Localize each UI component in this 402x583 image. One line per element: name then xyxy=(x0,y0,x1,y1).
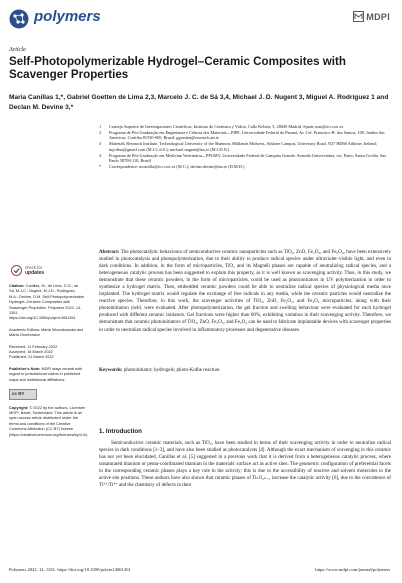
author-list: Maria Canillas 1,*, Gabriel Goetten de Lima 2,3, Marcelo J. C. de Sá 3,4, Michael J. D. Nugent 3, Miguel A. Rodríguez 1 and Declan M. Devine 3,* xyxy=(9,94,389,111)
citation-block xyxy=(9,284,85,322)
journal-name: polymers xyxy=(34,8,101,25)
abstract xyxy=(99,249,391,334)
publisher-note-text: MDPI stays neutral with regard to jurisdictional claims in published maps and institutional affiliations. xyxy=(9,366,82,382)
check-updates-small-text: check for xyxy=(25,265,42,270)
affiliation-text: Materials Research Institute, Technological University of the Shannon, Midlands Midwest, Athlone Campus, University Road, N37 HD68 Athlone, Ireland; mjcdesa@gmail.com (M.J.C.d.S.); michael.nugent@tus.ie (M.J.D.N.) xyxy=(109,141,378,152)
affiliation-text: Programa de Pós-Graduação em Engenharia e Ciência dos Materiais—PIPE, Universidade Federal do Paraná, Av. Cel. Francisco H. dos Santos, 100, Jardim das Americas, Curitiba 81530-000, Brazil; ggoetten@research.ait.ie xyxy=(109,129,385,141)
accepted-date: Accepted: 16 March 2022 xyxy=(9,350,53,355)
academic-editors-label: Academic Editors: xyxy=(9,327,40,332)
check-updates-icon xyxy=(11,265,22,276)
cc-badge-text: cc BY xyxy=(12,391,25,397)
publisher-name: MDPI xyxy=(366,11,390,22)
publisher-note-label: Publisher's Note: xyxy=(9,366,41,371)
citation-text: Canillas, M.; de Lima, G.G.; de Sá, M.J.C.; Nugent, M.J.D.; Rodríguez, M.A.; Devine, D.M. Self-Photopolymerizable Hydrogel–Ceramic Composites with Scavenger Properties. Polymers 2022, 14, 1261. https://doi.org/10.3390/polym14061261 xyxy=(9,284,84,321)
footer-journal-link[interactable]: https://www.mdpi.com/journal/polymers xyxy=(315,567,390,572)
correspondence-text: Correspondence: mcanilla@icv.csic.es (M.C.); declan.devine@tus.ie (D.M.D.) xyxy=(109,163,245,169)
academic-editors-text: Marta Worzakowska and Marta Grochowicz xyxy=(9,327,84,338)
copyright-block xyxy=(9,405,89,438)
affiliation-number: 4 xyxy=(99,152,102,158)
keywords-label: Keywords: xyxy=(99,367,123,373)
affiliation-item xyxy=(99,141,391,152)
academic-editors-block xyxy=(9,328,85,339)
copyright-label: Copyright: xyxy=(9,405,29,410)
abstract-text: The photocatalytic behaviours of semiconductive ceramic nanoparticles such as TiO₂, ZnO, Fe₂O₃, and Fe₃O₄, have been extensively studied in photocatalysis and photopolymerization, due to their ability to produce radical species under ultraviolet–visible light, and even in dark conditions. In addition, in the form of microparticles, TiO₂ and its Magnéli phases are capable of neutralizing radical species, and a heterogeneous catalytic process has been suggested to explain this property, as it is well known as scavenging activity. Thus, in this study, we demonstrate that these ceramic powders, in the form of microparticles, could be used as photoinitiators in UV polymerization in order to synthesize a hydrogel matrix. Then, embedded ceramic powders could be able to neutralize radical species of physiological media once implanted. The hydrogel matrix would regulate the exchange of free radicals in any media, while the ceramic particles would neutralize the reactive species. Therefore, in this work, the scavenger activities of TiO₂, ZnO, Fe₂O₃, and Fe₃O₄ microparticles, along with their photoinitiation yield, were evaluated. After photopolymerization, the gel fraction and swelling behaviour were evaluated for each hydrogel produced with different ceramic initiators. Gel fractions were higher than 60%, exhibiting variation in their scavenging activity. Therefore, we demonstrate that ceramic photoinitiators of TiO₂, ZnO, Fe₂O₃, and Fe₃O₄ can be used to fabricate implantable devices with scavenger properties in order to neutralize radical species involved in inflammatory processes and degenerative diseases. xyxy=(99,249,392,333)
affiliation-number: * xyxy=(99,163,102,169)
section-heading: 1. Introduction xyxy=(99,428,142,435)
affiliation-text: Consejo Superior de Investigaciones Científicas, Instituto de Cerámica y Vidrio, Calle Kelsen, 5, 28049 Madrid, Spain; mar@icv.csic.es xyxy=(109,124,344,129)
affiliation-item xyxy=(99,153,391,164)
affiliations-list xyxy=(99,124,391,170)
keywords-text: photoinitiator; hydrogels; photo-Kolbe reaction xyxy=(123,367,220,373)
publisher-logo-icon xyxy=(353,11,364,22)
published-date: Published: 21 March 2022 xyxy=(9,355,54,360)
affiliation-number: 1 xyxy=(99,124,102,129)
citation-label: Citation: xyxy=(9,284,25,288)
publisher-logo xyxy=(353,11,390,22)
check-updates-big-text: updates xyxy=(25,270,45,276)
dates-block xyxy=(9,345,85,361)
affiliation-item xyxy=(99,130,391,141)
check-updates-label xyxy=(25,265,44,276)
affiliation-number: 3 xyxy=(99,141,102,147)
publisher-note-block xyxy=(9,367,85,383)
article-title: Self-Photopolymerizable Hydrogel–Ceramic Composites with Scavenger Properties xyxy=(9,55,346,81)
affiliation-text: Programa de Pós-Graduação em Medicina Veterinária—PPGMV, Universidade Federal de Campina Grande, Avenida Universitária, s/n, Patos, Santa Cecília, Sao Paulo 58708-110, Brazil xyxy=(109,152,387,164)
received-date: Received: 11 February 2022 xyxy=(9,344,58,349)
keywords xyxy=(99,367,391,374)
introduction-paragraph: Semiconductive ceramic materials, such as TiO₂, have been studied in terms of their scavenging activity in order to neutralize radical species in dark conditions [1–3], and have also been studied as photocatalysts [4]. Although the exact mechanism of scavenging in this ceramic has not yet been elucidated, Canillas et al. [5] suggested in a previous work that it is derived from a heterogeneous catalytic process, where unsaturated titanium or penta-coordinated titanium in the materials' surface act as active sites. The geometric configuration of preferential facets in the corresponding ceramic phases plays a key role in the activity; this is due to the accessibility of reactive and solvent molecules to the active site positions. These authors have also shown that ceramic phases of TiₙO₂ₙ₋₁ increase the catalytic activity [6], due to the coexistence of Ti³⁺/Ti⁴⁺ and the chemistry of defects in their xyxy=(99,440,391,489)
journal-logo-icon xyxy=(9,9,29,29)
affiliation-number: 2 xyxy=(99,129,102,135)
article-type: Article xyxy=(9,46,26,53)
check-for-updates-button[interactable] xyxy=(11,265,44,276)
footer-citation[interactable]: Polymers 2022, 14, 1261. https://doi.org/10.3390/polym14061261 xyxy=(9,567,131,572)
abstract-label: Abstract: xyxy=(99,249,120,255)
copyright-text: © 2022 by the authors. Licensee MDPI, Basel, Switzerland. This article is an open access article distributed under the terms and conditions of the Creative Commons Attribution (CC BY) license (https://creativecommons.org/licenses/by/4.0/). xyxy=(9,405,89,437)
cc-by-license-badge[interactable] xyxy=(9,389,37,400)
article-sidebar xyxy=(9,284,89,444)
affiliation-item xyxy=(99,164,391,170)
